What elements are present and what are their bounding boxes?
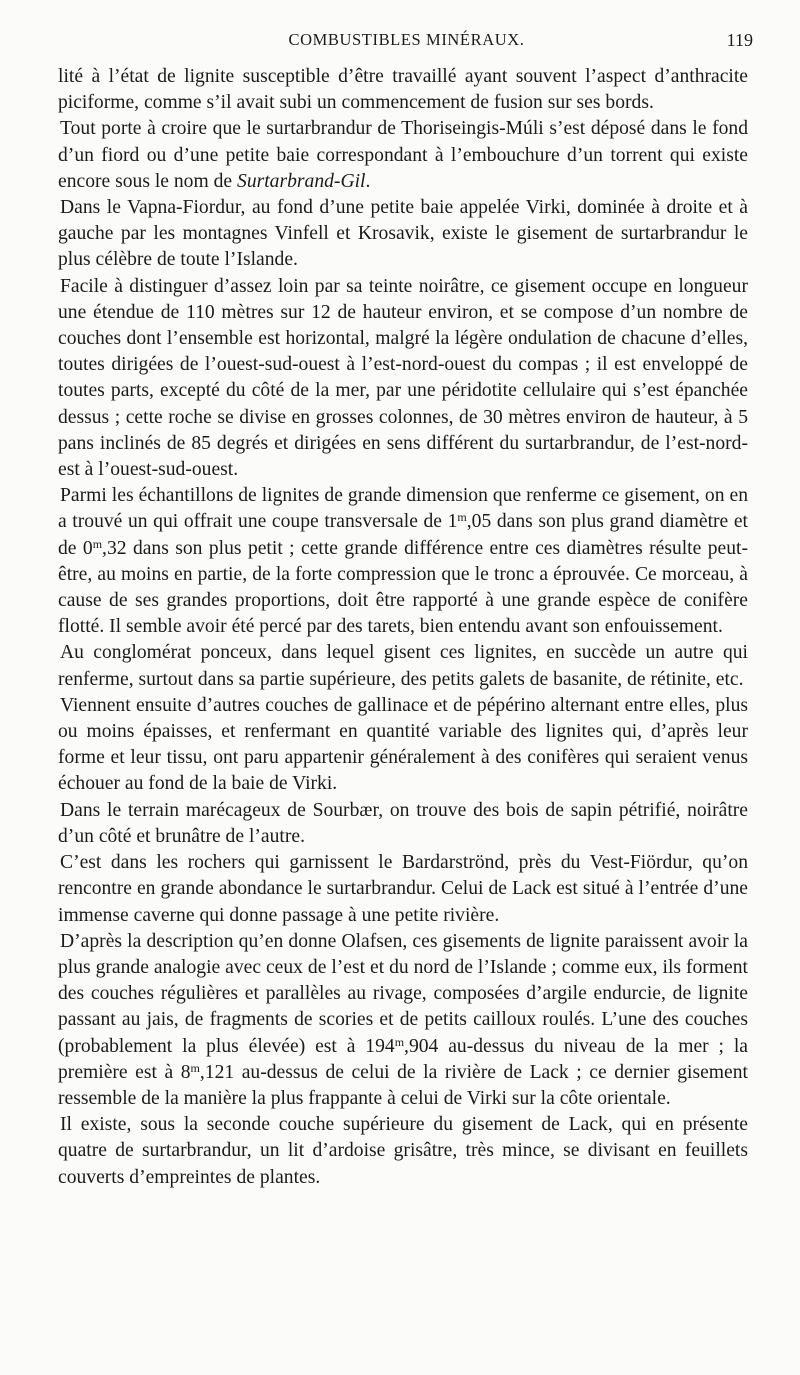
paragraph-2-text: Tout porte à croire que le surtarbrandur de Thoriseingis-Múli s’est déposé dans le fond d’un fiord ou d’une petite baie correspondant à l’embouchure d’un torrent qui existe encore sous le nom de (58, 118, 748, 192)
body-text (58, 64, 748, 1191)
paragraph-2 (58, 116, 748, 195)
unit-superscript: m (457, 510, 467, 525)
unit-superscript: m (190, 1060, 200, 1075)
paragraph-10 (58, 929, 748, 1112)
paragraph-5-part-b: ,05 dans son plus grand diamètre et de 0 (58, 511, 748, 559)
paragraph-10-part-b: ,904 au-dessus du niveau de la mer ; la première est à 8 (58, 1035, 748, 1083)
place-name-surtarbrand-gil: Surtarbrand-Gil (237, 170, 366, 192)
paragraph-9: C’est dans les rochers qui garnissent le Bardarströnd, près du Vest-Fiördur, qu’on rencontre en grande abondance le surtarbrandur. Celui de Lack est situé à l’entrée d’une immense caverne qui donne passage à une petite rivière. (58, 852, 748, 926)
paragraph-7: Viennent ensuite d’autres couches de gallinace et de pépérino alternant entre elles, plus ou moins épaisses, et renfermant en quantité variable des lignites qui, d’après leur forme et leur tissu, ont paru appartenir généralement à des conifères qui seraient venus échouer au fond de la baie de Virki. (58, 694, 748, 795)
running-title: COMBUSTIBLES MINÉRAUX. (288, 30, 525, 49)
paragraph-11: Il existe, sous la seconde couche supérieure du gisement de Lack, qui en présente quatre de surtarbrandur, un lit d’ardoise grisâtre, très mince, se divisant en feuillets couverts d’empreintes de plantes. (58, 1114, 748, 1188)
paragraph-10-part-a: D’après la description qu’en donne Olafsen, ces gisements de lignite paraissent avoir la plus grande analogie avec ceux de l’est et du nord de l’Islande ; comme eux, ils forment des couches régulières et parallèles au rivage, composées d’argile endurcie, de lignite passant au jais, de fragments de scories et de petits cailloux roulés. L’une des couches (probablement la plus élevée) est à 194 (58, 930, 748, 1057)
paragraph-8: Dans le terrain marécageux de Sourbær, on trouve des bois de sapin pétrifié, noirâtre d’un côté et brunâtre de l’autre. (58, 799, 748, 847)
unit-superscript: m (92, 536, 103, 551)
paragraph-10-part-c: ,121 au-dessus de celui de la rivière de Lack ; ce dernier gisement ressemble de la manière la plus frappante à celui de Virki sur la côte orientale. (58, 1061, 748, 1109)
paragraph-6: Au conglomérat ponceux, dans lequel gisent ces lignites, en succède un autre qui renferme, surtout dans sa partie supérieure, des petits galets de basanite, de rétinite, etc. (58, 642, 748, 690)
paragraph-1: lité à l’état de lignite susceptible d’être travaillé ayant souvent l’aspect d’anthracite piciforme, comme s’il avait subi un commencement de fusion sur ses bords. (58, 66, 748, 114)
paragraph-2-end: . (365, 170, 371, 192)
unit-superscript: m (394, 1034, 405, 1049)
paragraph-5 (58, 483, 748, 640)
paragraph-5-part-a: Parmi les échantillons de lignites de grande dimension que renferme ce gisement, on en a trouvé un qui offrait une coupe transversale de 1 (58, 485, 748, 533)
running-head (60, 30, 753, 54)
page-number: 119 (726, 30, 753, 50)
paragraph-5-part-c: ,32 dans son plus petit ; cette grande différence entre ces diamètres résulte peut-être, au moins en partie, de la forte compression que le tronc a éprouvée. Ce morceau, à cause de ses grandes proportions, doit être rapporté à une grande espèce de conifère flotté. Il semble avoir été percé par des tarets, bien entendu avant son enfouissement. (58, 537, 748, 638)
paragraph-3: Dans le Vapna-Fiordur, au fond d’une petite baie appelée Virki, dominée à droite et à gauche par les montagnes Vinfell et Krosavik, existe le gisement de surtarbrandur le plus célèbre de toute l’Islande. (58, 197, 748, 271)
paragraph-4: Facile à distinguer d’assez loin par sa teinte noirâtre, ce gisement occupe en longueur une étendue de 110 mètres sur 12 de hauteur environ, et se compose d’un nombre de couches dont l’ensemble est horizontal, malgré la légère ondulation de chacune d’elles, toutes dirigées de l’ouest-sud-ouest à l’est-nord-ouest du compas ; il est enveloppé de toutes parts, excepté du côté de la mer, par une péridotite cellulaire qui s’est épanchée dessus ; cette roche se divise en grosses colonnes, de 30 mètres environ de hauteur, à 5 pans inclinés de 85 degrés et dirigées en sens différent du surtarbrandur, de l’est-nord-est à l’ouest-sud-ouest. (58, 275, 748, 481)
